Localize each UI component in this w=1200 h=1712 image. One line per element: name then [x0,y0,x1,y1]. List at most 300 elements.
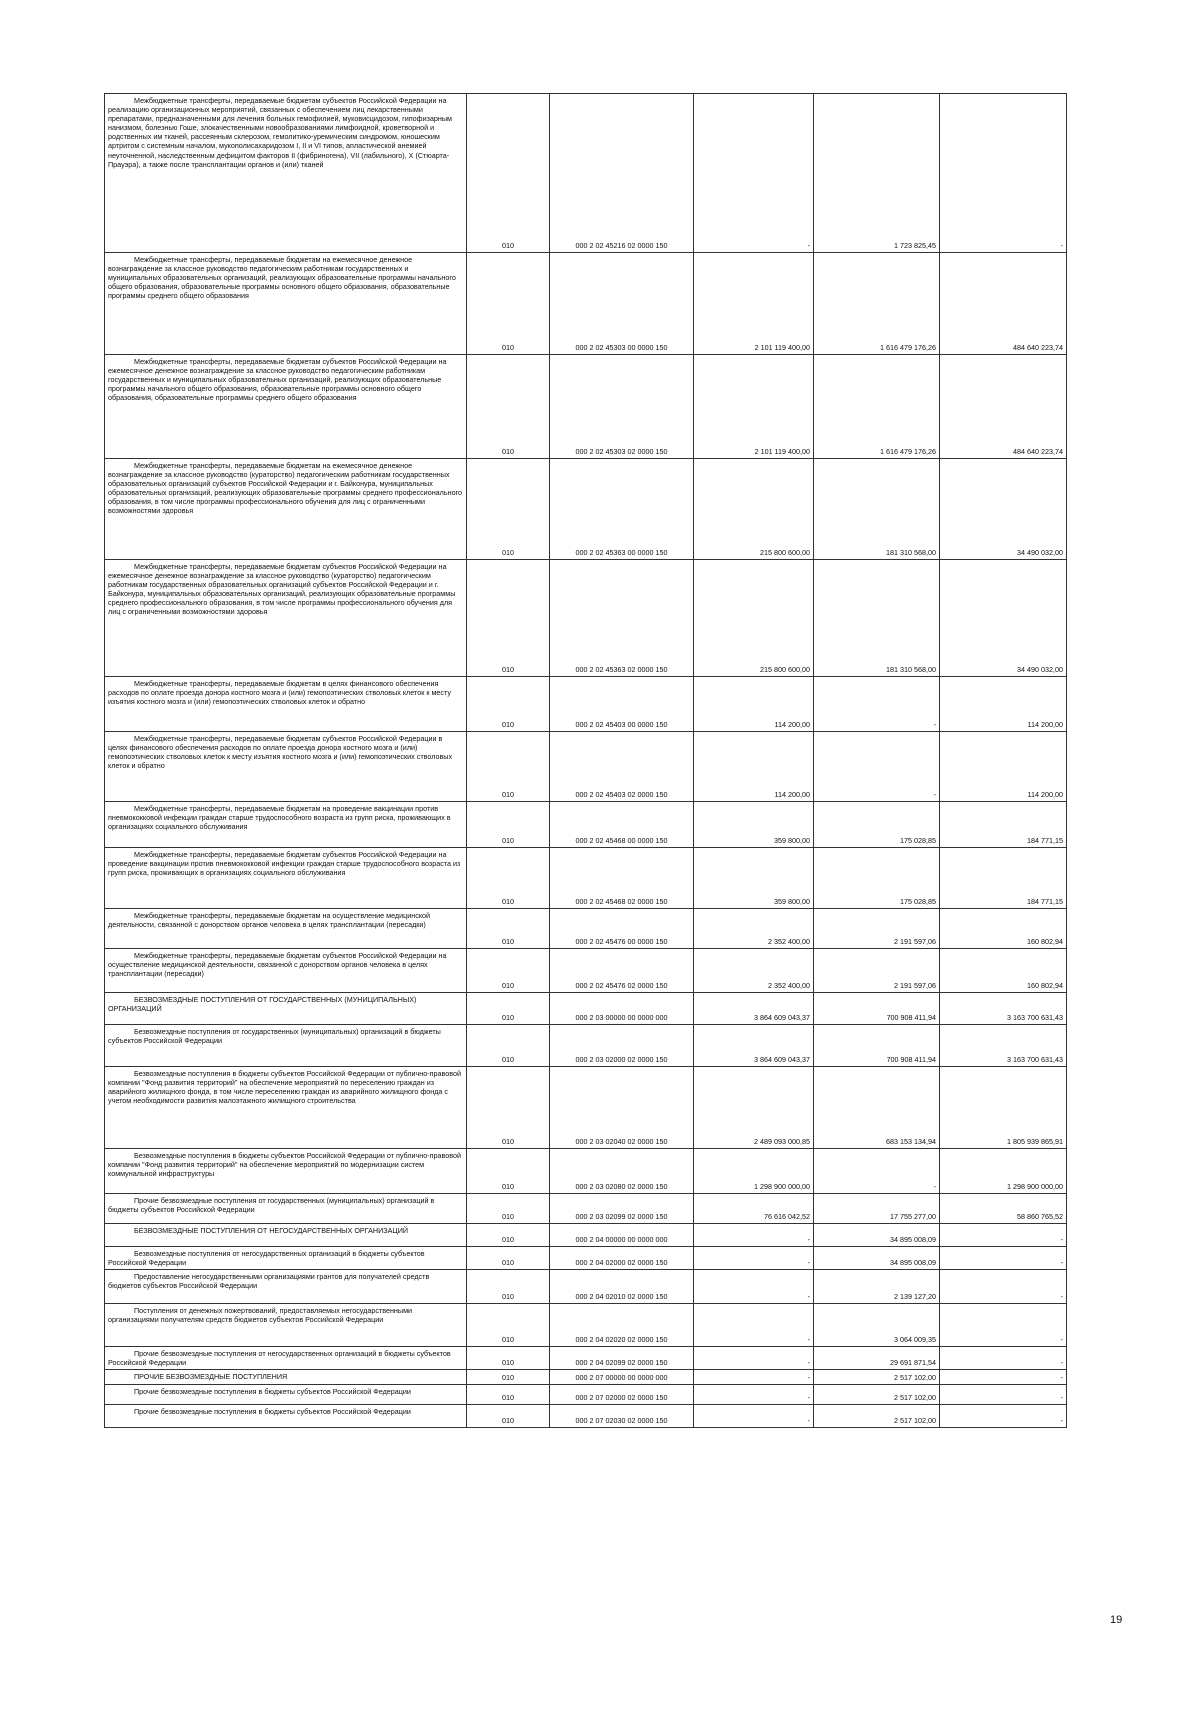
row-approved-cell-text: 1 298 900 000,00 [754,1181,810,1191]
row-executed-cell-text: 700 908 411,94 [886,1054,936,1064]
row-executed-cell [814,949,940,993]
row-approved-cell [694,848,814,909]
row-code-cell [467,1370,550,1385]
row-executed-cell-text: 34 895 008,09 [890,1258,936,1268]
row-approved-cell [694,94,814,253]
row-name-cell-text: Межбюджетные трансферты, передаваемые бюджетам на ежемесячное денежное вознаграждение за классное руководство (кураторство) педагогическим работникам государственных образовательных организаций субъектов Российской Федерации и г. Байконура, муниципальных образовательных организаций, реализующих образовательные программы среднего профессионального образования, в том числе программы профессионального обучения для лиц с ограниченными возможностями здоровья [108,461,463,516]
row-executed-cell-text: 181 310 568,00 [886,664,936,674]
row-unexecuted-cell-text: 484 640 223,74 [1013,446,1063,456]
row-approved-cell [694,1067,814,1149]
row-code-cell [467,355,550,459]
row-kbk-cell [550,1385,694,1405]
row-executed-cell [814,253,940,355]
row-executed-cell-text: 683 153 134,94 [886,1136,936,1146]
row-approved-cell [694,560,814,677]
table-row [105,253,1067,355]
row-unexecuted-cell-text: 58 860 765,52 [1017,1211,1063,1221]
row-unexecuted-cell-text: 114 200,00 [1027,789,1063,799]
table-row [105,802,1067,848]
row-code-cell [467,1224,550,1247]
row-code-cell-text: 010 [502,446,514,456]
row-code-cell [467,1385,550,1405]
row-approved-cell-text: - [807,1393,810,1403]
row-approved-cell [694,949,814,993]
row-unexecuted-cell-text: 3 163 700 631,43 [1007,1012,1063,1022]
row-approved-cell [694,1025,814,1067]
row-code-cell-text: 010 [502,1012,514,1022]
row-code-cell [467,993,550,1025]
row-executed-cell [814,1370,940,1385]
row-unexecuted-cell-text: 3 163 700 631,43 [1007,1054,1063,1064]
row-code-cell [467,909,550,949]
row-approved-cell [694,1247,814,1270]
row-unexecuted-cell [940,1247,1067,1270]
row-approved-cell-text: 3 864 609 043,37 [754,1012,810,1022]
row-kbk-cell-text: 000 2 03 02080 02 0000 150 [575,1181,668,1191]
table-row [105,94,1067,253]
row-approved-cell-text: 2 489 093 000,85 [754,1136,810,1146]
row-unexecuted-cell-text: - [1060,240,1063,250]
row-unexecuted-cell [940,253,1067,355]
row-code-cell-text: 010 [502,1234,514,1244]
row-code-cell-text: 010 [502,1373,514,1383]
row-approved-cell-text: - [807,1234,810,1244]
row-code-cell-text: 010 [502,240,514,250]
row-code-cell [467,1149,550,1194]
row-kbk-cell-text: 000 2 02 45468 00 0000 150 [575,835,668,845]
row-approved-cell-text: 215 800 600,00 [760,664,810,674]
row-code-cell [467,1247,550,1270]
row-code-cell-text: 010 [502,547,514,557]
row-code-cell [467,732,550,802]
row-kbk-cell-text: 000 2 03 02040 02 0000 150 [575,1136,668,1146]
row-approved-cell-text: 2 352 400,00 [768,980,810,990]
row-unexecuted-cell-text: 484 640 223,74 [1013,342,1063,352]
row-approved-cell [694,677,814,732]
row-approved-cell [694,732,814,802]
row-unexecuted-cell [940,848,1067,909]
row-name-cell [105,848,467,909]
row-unexecuted-cell [940,1347,1067,1370]
row-kbk-cell-text: 000 2 02 45403 00 0000 150 [575,719,668,729]
row-name-cell [105,253,467,355]
row-name-cell [105,1405,467,1428]
row-approved-cell [694,1194,814,1224]
row-name-cell [105,1370,467,1385]
row-unexecuted-cell [940,1304,1067,1347]
row-approved-cell-text: 114 200,00 [774,789,810,799]
row-executed-cell-text: 1 616 479 176,26 [880,342,936,352]
row-name-cell [105,1194,467,1224]
row-code-cell [467,459,550,560]
row-kbk-cell-text: 000 2 02 45216 02 0000 150 [575,240,668,250]
row-name-cell-text: БЕЗВОЗМЕЗДНЫЕ ПОСТУПЛЕНИЯ ОТ ГОСУДАРСТВЕННЫХ (МУНИЦИПАЛЬНЫХ) ОРГАНИЗАЦИЙ [108,995,417,1014]
row-name-cell [105,94,467,253]
row-approved-cell [694,1405,814,1428]
row-executed-cell-text: 2 139 127,20 [894,1292,936,1302]
row-code-cell-text: 010 [502,1416,514,1426]
row-name-cell [105,1270,467,1304]
table-row [105,1025,1067,1067]
row-kbk-cell [550,1025,694,1067]
table-row [105,732,1067,802]
row-executed-cell-text: 1 723 825,45 [894,240,936,250]
row-executed-cell [814,993,940,1025]
row-name-cell-text: Прочие безвозмездные поступления от государственных (муниципальных) организаций в бюджеты субъектов Российской Федерации [108,1196,435,1215]
row-name-cell-text: ПРОЧИЕ БЕЗВОЗМЕЗДНЫЕ ПОСТУПЛЕНИЯ [134,1372,288,1382]
row-kbk-cell [550,802,694,848]
row-approved-cell-text: 2 101 119 400,00 [754,342,810,352]
row-code-cell [467,1405,550,1428]
table-body [105,94,1067,1428]
row-code-cell-text: 010 [502,1292,514,1302]
row-kbk-cell [550,1347,694,1370]
row-code-cell [467,802,550,848]
row-executed-cell-text: - [933,719,936,729]
row-kbk-cell-text: 000 2 02 45303 02 0000 150 [575,446,668,456]
row-name-cell-text: Прочие безвозмездные поступления от негосударственных организаций в бюджеты субъектов Российской Федерации [108,1349,451,1368]
row-unexecuted-cell [940,1385,1067,1405]
row-executed-cell-text: 2 517 102,00 [894,1393,936,1403]
row-kbk-cell-text: 000 2 04 02010 02 0000 150 [575,1292,668,1302]
row-executed-cell-text: 1 616 479 176,26 [880,446,936,456]
row-kbk-cell [550,253,694,355]
row-code-cell-text: 010 [502,664,514,674]
row-unexecuted-cell [940,459,1067,560]
row-kbk-cell [550,560,694,677]
row-approved-cell-text: 2 101 119 400,00 [754,446,810,456]
table-row [105,1067,1067,1149]
row-unexecuted-cell [940,1149,1067,1194]
table-row [105,1270,1067,1304]
row-kbk-cell-text: 000 2 07 02030 02 0000 150 [575,1416,668,1426]
row-kbk-cell-text: 000 2 07 02000 02 0000 150 [575,1393,668,1403]
row-code-cell [467,949,550,993]
row-kbk-cell [550,1194,694,1224]
row-kbk-cell [550,732,694,802]
row-kbk-cell-text: 000 2 03 02099 02 0000 150 [575,1211,668,1221]
row-name-cell-text: Межбюджетные трансферты, передаваемые бюджетам на проведение вакцинации против пневмококковой инфекции граждан старше трудоспособного возраста из групп риска, проживающих в организациях социального обслуживания [108,804,451,832]
row-kbk-cell [550,909,694,949]
row-unexecuted-cell-text: 34 490 032,00 [1017,664,1063,674]
row-executed-cell-text: 17 755 277,00 [890,1211,936,1221]
row-kbk-cell-text: 000 2 03 00000 00 0000 000 [575,1012,668,1022]
row-kbk-cell-text: 000 2 02 45363 02 0000 150 [575,664,668,674]
row-executed-cell [814,848,940,909]
table-row [105,909,1067,949]
row-name-cell-text: Межбюджетные трансферты, передаваемые бюджетам в целях финансового обеспечения расходов по оплате проезда донора костного мозга и (или) гемопоэтических стволовых клеток к месту изъятия костного мозга и (или) гемопоэтических стволовых клеток и обратно [108,679,451,707]
row-approved-cell-text: 359 800,00 [774,896,810,906]
row-executed-cell-text: 29 691 871,54 [890,1358,936,1368]
row-kbk-cell [550,1370,694,1385]
table-row [105,1224,1067,1247]
row-code-cell-text: 010 [502,1181,514,1191]
row-approved-cell [694,909,814,949]
row-executed-cell-text: 175 028,85 [900,835,936,845]
table-row [105,949,1067,993]
page-number: 19 [1110,1614,1123,1626]
row-unexecuted-cell-text: - [1060,1416,1063,1426]
row-kbk-cell [550,355,694,459]
row-name-cell [105,459,467,560]
row-approved-cell-text: - [807,1416,810,1426]
row-kbk-cell [550,94,694,253]
row-approved-cell-text: 215 800 600,00 [760,547,810,557]
row-unexecuted-cell [940,1224,1067,1247]
row-code-cell-text: 010 [502,1393,514,1403]
row-kbk-cell-text: 000 2 02 45476 02 0000 150 [575,980,668,990]
row-code-cell-text: 010 [502,1258,514,1268]
table-row [105,1304,1067,1347]
row-approved-cell-text: - [807,1373,810,1383]
row-approved-cell-text: 3 864 609 043,37 [754,1054,810,1064]
row-kbk-cell [550,1149,694,1194]
row-kbk-cell [550,1067,694,1149]
row-approved-cell [694,1385,814,1405]
row-kbk-cell [550,1224,694,1247]
row-code-cell-text: 010 [502,1136,514,1146]
row-code-cell [467,94,550,253]
row-executed-cell-text: - [933,789,936,799]
row-approved-cell [694,1149,814,1194]
row-code-cell [467,1304,550,1347]
row-code-cell-text: 010 [502,1358,514,1368]
row-unexecuted-cell-text: 184 771,15 [1027,835,1063,845]
row-kbk-cell-text: 000 2 02 45303 00 0000 150 [575,342,668,352]
row-executed-cell [814,1347,940,1370]
row-name-cell [105,1347,467,1370]
row-code-cell [467,1067,550,1149]
table-row [105,1194,1067,1224]
row-executed-cell-text: - [933,1181,936,1191]
row-approved-cell [694,993,814,1025]
row-executed-cell [814,1405,940,1428]
table-row [105,677,1067,732]
row-approved-cell [694,1304,814,1347]
row-kbk-cell-text: 000 2 02 45468 02 0000 150 [575,896,668,906]
row-kbk-cell-text: 000 2 02 45403 02 0000 150 [575,789,668,799]
row-code-cell-text: 010 [502,1054,514,1064]
row-approved-cell [694,459,814,560]
row-executed-cell [814,1224,940,1247]
row-executed-cell [814,1385,940,1405]
row-name-cell-text: Прочие безвозмездные поступления в бюджеты субъектов Российской Федерации [134,1407,411,1417]
row-name-cell-text: Межбюджетные трансферты, передаваемые бюджетам субъектов Российской Федерации на осуществление медицинской деятельности, связанной с донорством органов человека в целях трансплантации (пересадки) [108,951,447,979]
row-code-cell [467,560,550,677]
row-name-cell-text: Безвозмездные поступления от негосударственных организаций в бюджеты субъектов Российской Федерации [108,1249,425,1268]
row-unexecuted-cell [940,1270,1067,1304]
row-kbk-cell-text: 000 2 04 02099 02 0000 150 [575,1358,668,1368]
row-kbk-cell-text: 000 2 02 45476 00 0000 150 [575,936,668,946]
row-executed-cell [814,1025,940,1067]
row-name-cell [105,1149,467,1194]
table-row [105,1347,1067,1370]
row-kbk-cell [550,848,694,909]
table-row [105,459,1067,560]
row-executed-cell [814,1194,940,1224]
table-row [105,993,1067,1025]
table-row [105,1405,1067,1428]
row-kbk-cell [550,1247,694,1270]
row-executed-cell [814,1304,940,1347]
row-executed-cell [814,355,940,459]
row-name-cell-text: Межбюджетные трансферты, передаваемые бюджетам субъектов Российской Федерации на реализацию организационных мероприятий, связанных с обеспечением лиц лекарственными препаратами, предназначенными для лечения больных гемофилией, муковисцидозом, гипофизарным нанизмом, болезнью Гоше, злокачественными новообразованиями лимфоидной, кроветворной и родственных им тканей, рассеянным склерозом, гемолитико-уремическим синдромом, юношеским артритом с системным началом, мукополисахаридозом I, II и VI типов, апластической анемией неуточненной, наследственным дефицитом факторов II (фибриногена), VII (лабильного), X (Стюарта-Прауэра), а также после трансплантации органов и (или) тканей [108,96,452,169]
row-kbk-cell [550,949,694,993]
row-kbk-cell-text: 000 2 04 02000 02 0000 150 [575,1258,668,1268]
row-name-cell-text: Межбюджетные трансферты, передаваемые бюджетам субъектов Российской Федерации на ежемесячное денежное вознаграждение за классное руководство педагогическим работникам государственных и муниципальных образовательных организаций, реализующих образовательные программы начального общего образования, образовательные программы основного общего образования, образовательные программы среднего общего образования [108,357,447,403]
row-unexecuted-cell-text: 114 200,00 [1027,719,1063,729]
row-executed-cell-text: 2 191 597,06 [894,936,936,946]
row-executed-cell [814,459,940,560]
row-kbk-cell-text: 000 2 04 02020 02 0000 150 [575,1335,668,1345]
table-row [105,355,1067,459]
row-approved-cell [694,1224,814,1247]
row-approved-cell-text: - [807,240,810,250]
row-approved-cell-text: 359 800,00 [774,835,810,845]
row-approved-cell-text: - [807,1292,810,1302]
row-name-cell [105,909,467,949]
row-kbk-cell [550,1270,694,1304]
table-row [105,1149,1067,1194]
row-name-cell-text: Межбюджетные трансферты, передаваемые бюджетам субъектов Российской Федерации на проведение вакцинации против пневмококковой инфекции граждан старше трудоспособного возраста из групп риска, проживающих в организациях социального обслуживания [108,850,461,878]
row-unexecuted-cell-text: - [1060,1358,1063,1368]
row-name-cell [105,1304,467,1347]
row-executed-cell [814,677,940,732]
row-approved-cell [694,1370,814,1385]
row-code-cell [467,1025,550,1067]
row-approved-cell [694,1347,814,1370]
row-code-cell [467,1270,550,1304]
row-code-cell [467,1347,550,1370]
row-executed-cell [814,560,940,677]
row-code-cell [467,848,550,909]
row-name-cell [105,1247,467,1270]
row-kbk-cell [550,993,694,1025]
row-name-cell [105,1025,467,1067]
row-kbk-cell-text: 000 2 07 00000 00 0000 000 [575,1373,668,1383]
row-unexecuted-cell [940,732,1067,802]
row-name-cell [105,732,467,802]
row-kbk-cell [550,1304,694,1347]
row-unexecuted-cell [940,802,1067,848]
row-unexecuted-cell-text: - [1060,1292,1063,1302]
row-approved-cell-text: - [807,1358,810,1368]
row-unexecuted-cell-text: 184 771,15 [1027,896,1063,906]
row-unexecuted-cell [940,909,1067,949]
row-executed-cell [814,1067,940,1149]
row-code-cell-text: 010 [502,980,514,990]
row-approved-cell-text: 114 200,00 [774,719,810,729]
table-row [105,1370,1067,1385]
row-name-cell-text: Безвозмездные поступления в бюджеты субъектов Российской Федерации от публично-правовой компании "Фонд развития территорий" на обеспечение мероприятий по модернизации систем коммунальной инфраструктуры [108,1151,462,1179]
row-approved-cell-text: 2 352 400,00 [768,936,810,946]
row-unexecuted-cell-text: - [1060,1335,1063,1345]
row-approved-cell-text: 76 616 042,52 [764,1211,810,1221]
row-unexecuted-cell [940,94,1067,253]
row-executed-cell-text: 2 191 597,06 [894,980,936,990]
row-executed-cell-text: 700 908 411,94 [886,1012,936,1022]
row-kbk-cell [550,459,694,560]
table-row [105,560,1067,677]
row-executed-cell [814,1247,940,1270]
row-unexecuted-cell [940,993,1067,1025]
row-unexecuted-cell [940,560,1067,677]
row-unexecuted-cell [940,1194,1067,1224]
row-name-cell-text: БЕЗВОЗМЕЗДНЫЕ ПОСТУПЛЕНИЯ ОТ НЕГОСУДАРСТВЕННЫХ ОРГАНИЗАЦИЙ [134,1226,409,1235]
row-executed-cell-text: 34 895 008,09 [890,1234,936,1244]
row-unexecuted-cell-text: - [1060,1258,1063,1268]
row-name-cell-text: Безвозмездные поступления в бюджеты субъектов Российской Федерации от публично-правовой компании "Фонд развития территорий" на обеспечение мероприятий по переселению граждан из аварийного жилищного фонда, в том числе переселению граждан из аварийного жилищного фонда с учетом необходимости развития малоэтажного жилищного строительства [108,1069,462,1106]
row-name-cell-text: Межбюджетные трансферты, передаваемые бюджетам на осуществление медицинской деятельности, связанной с донорством органов человека в целях трансплантации (пересадки) [108,911,431,930]
row-code-cell [467,677,550,732]
row-name-cell [105,355,467,459]
row-name-cell [105,993,467,1025]
row-kbk-cell-text: 000 2 04 00000 00 0000 000 [575,1234,668,1244]
row-unexecuted-cell [940,1370,1067,1385]
row-name-cell-text: Межбюджетные трансферты, передаваемые бюджетам субъектов Российской Федерации на ежемесячное денежное вознаграждение за классное руководство (кураторство) педагогическим работникам государственных образовательных организаций субъектов Российской Федерации и г. Байконура, муниципальных образовательных организаций, реализующих образовательные программы среднего профессионального образования, в том числе программы профессионального обучения для лиц с ограниченными возможностями здоровья [108,562,456,617]
row-approved-cell [694,802,814,848]
row-unexecuted-cell [940,1067,1067,1149]
row-name-cell-text: Межбюджетные трансферты, передаваемые бюджетам субъектов Российской Федерации в целях финансового обеспечения расходов по оплате проезда донора костного мозга и (или) гемопоэтических стволовых клеток к месту изъятия костного мозга и (или) гемопоэтических стволовых клеток и обратно [108,734,453,771]
table-row [105,848,1067,909]
row-name-cell-text: Межбюджетные трансферты, передаваемые бюджетам на ежемесячное денежное вознаграждение за классное руководство педагогическим работникам государственных и муниципальных образовательных организаций, реализующих образовательные программы начального общего образования, образовательные программы основного общего образования, образовательные программы среднего общего образования [108,255,456,301]
row-code-cell-text: 010 [502,789,514,799]
row-code-cell [467,253,550,355]
row-code-cell-text: 010 [502,342,514,352]
row-unexecuted-cell [940,949,1067,993]
row-executed-cell [814,1270,940,1304]
table-row [105,1385,1067,1405]
row-kbk-cell-text: 000 2 02 45363 00 0000 150 [575,547,668,557]
row-unexecuted-cell-text: 34 490 032,00 [1017,547,1063,557]
row-executed-cell [814,909,940,949]
row-kbk-cell-text: 000 2 03 02000 02 0000 150 [575,1054,668,1064]
row-unexecuted-cell-text: 1 298 900 000,00 [1007,1181,1063,1191]
row-code-cell-text: 010 [502,835,514,845]
row-unexecuted-cell-text: 160 802,94 [1027,936,1063,946]
row-executed-cell [814,1149,940,1194]
row-name-cell-text: Предоставление негосударственными организациями грантов для получателей средств бюджетов субъектов Российской Федерации [108,1272,430,1291]
row-name-cell [105,677,467,732]
row-name-cell [105,1067,467,1149]
row-approved-cell [694,355,814,459]
budget-revenue-table [104,93,1067,1428]
row-kbk-cell [550,1405,694,1428]
row-name-cell [105,949,467,993]
row-name-cell [105,1224,467,1247]
row-unexecuted-cell-text: - [1060,1373,1063,1383]
row-name-cell [105,1385,467,1405]
row-approved-cell-text: - [807,1335,810,1345]
table-row [105,1247,1067,1270]
row-unexecuted-cell-text: 1 805 939 865,91 [1007,1136,1063,1146]
row-executed-cell [814,732,940,802]
row-code-cell-text: 010 [502,896,514,906]
row-unexecuted-cell [940,1025,1067,1067]
row-approved-cell [694,253,814,355]
row-unexecuted-cell [940,1405,1067,1428]
row-code-cell [467,1194,550,1224]
row-executed-cell-text: 2 517 102,00 [894,1373,936,1383]
row-code-cell-text: 010 [502,719,514,729]
row-approved-cell [694,1270,814,1304]
row-executed-cell-text: 2 517 102,00 [894,1416,936,1426]
row-code-cell-text: 010 [502,1335,514,1345]
row-unexecuted-cell [940,677,1067,732]
row-name-cell-text: Безвозмездные поступления от государственных (муниципальных) организаций в бюджеты субъектов Российской Федерации [108,1027,441,1046]
row-name-cell [105,560,467,677]
row-code-cell-text: 010 [502,1211,514,1221]
